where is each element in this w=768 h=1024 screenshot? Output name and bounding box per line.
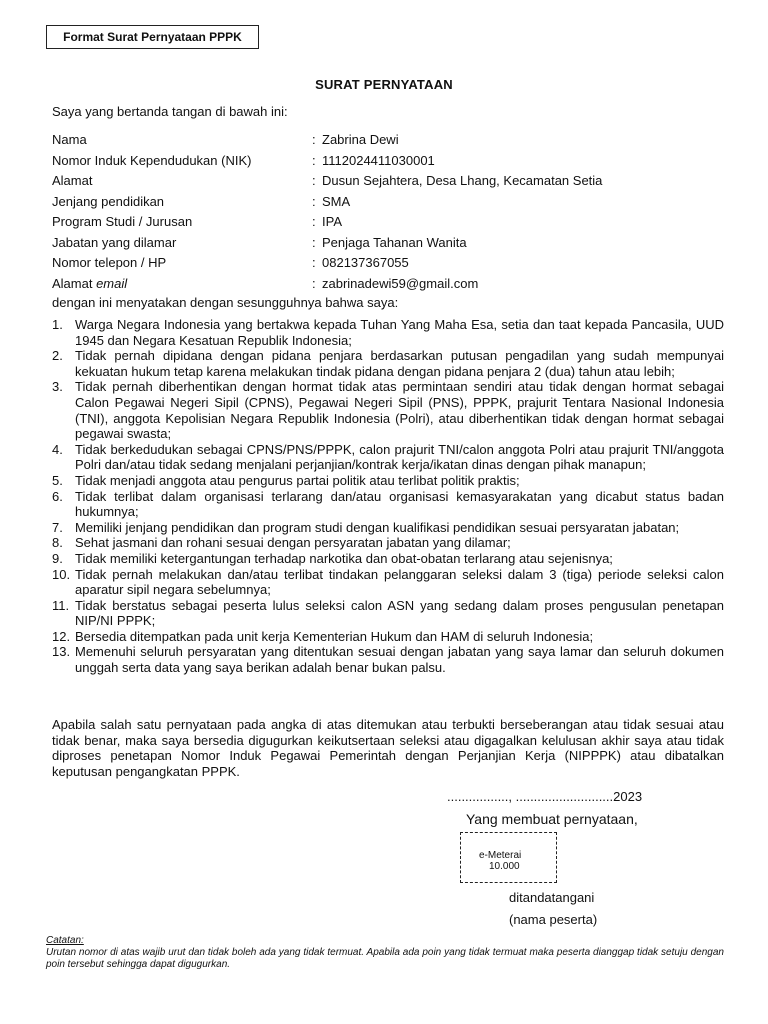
list-item [52, 629, 724, 645]
field-row-education [52, 194, 732, 215]
item-number: 8. [52, 535, 63, 551]
item-number: 10. [52, 566, 71, 582]
field-label: Jabatan yang dilamar [52, 234, 177, 250]
field-row-phone [52, 255, 732, 276]
field-value: 082137367055 [322, 255, 409, 270]
signer-label: Yang membuat pernyataan, [466, 811, 638, 827]
signed-label: ditandatangani [509, 890, 595, 905]
field-value: Dusun Sejahtera, Desa Lhang, Kecamatan Setia [322, 173, 603, 188]
field-separator: : [312, 193, 316, 209]
list-item [52, 348, 724, 379]
item-number: 11. [52, 597, 70, 613]
item-number: 6. [52, 488, 63, 504]
item-text: Tidak pernah diberhentikan dengan hormat tidak atas permintaan sendiri atau tidak dengan hormat sebagai Calon Pegawai Negeri Sipil (CPNS), Pegawai Negeri Sipil (PNS), PPPK, prajurit Tentara Nasional Indonesia (TNI), anggota Kepolisian Negara Republik Indonesia (Polri), atau diberhentikan tidak dengan hormat sebagai pegawai swasta; [75, 379, 724, 442]
field-row-position [52, 235, 732, 256]
item-number: 9. [52, 550, 63, 566]
field-label: Program Studi / Jurusan [52, 214, 193, 229]
field-label: Alamat [52, 173, 93, 188]
document-title: SURAT PERNYATAAN [315, 77, 453, 92]
format-label: Format Surat Pernyataan PPPK [63, 30, 242, 44]
field-value: SMA [322, 193, 351, 209]
list-item [52, 567, 724, 598]
place-date-line: ................., ...........................2023 [447, 789, 643, 804]
field-label: Jenjang pendidikan [52, 193, 165, 209]
field-row-email [52, 276, 732, 297]
item-number: 12. [52, 628, 71, 644]
field-row-address [52, 173, 732, 194]
field-row-nik [52, 153, 732, 174]
field-value: Zabrina Dewi [322, 132, 399, 147]
list-item [52, 520, 724, 536]
item-text: Warga Negara Indonesia yang bertakwa kepada Tuhan Yang Maha Esa, setia dan taat kepada Pancasila, UUD 1945 dan Negara Kesatuan Republik Indonesia; [75, 317, 724, 348]
item-number: 1. [52, 317, 63, 332]
closing-paragraph: Apabila salah satu pernyataan pada angka di atas ditemukan atau terbukti berseberangan atau tidak sesuai atau tidak benar, maka saya bersedia digugurkan keikutsertaan seleksi atau digagalkan kelulusan akhir saya atau tidak diproses penetapan Nomor Induk Pegawai Pemerintah dengan Perjanjian Kerja (NIPPPK) atau dibatalkan keputusan pengangkatan PPPK. [52, 717, 724, 780]
list-item [52, 551, 724, 567]
emeterai-value: 10.000 [489, 861, 520, 872]
field-row-major [52, 214, 732, 235]
field-label-prefix: Alamat [52, 275, 97, 291]
item-number: 4. [52, 441, 63, 457]
item-text: Bersedia ditempatkan pada unit kerja Kementerian Hukum dan HAM di seluruh Indonesia; [75, 628, 594, 644]
item-text: Tidak menjadi anggota atau pengurus partai politik atau terlibat politik praktis; [75, 472, 520, 488]
field-separator: : [312, 173, 316, 188]
list-item [52, 442, 724, 473]
note-title: Catatan: [46, 935, 84, 946]
field-value: IPA [322, 214, 342, 229]
item-text: Tidak pernah melakukan dan/atau terlibat tindakan pelanggaran seleksi dalam 3 (tiga) periode seleksi calon aparatur sipil negara sebelumnya; [75, 566, 724, 598]
intro-text: Saya yang bertanda tangan di bawah ini: [52, 104, 288, 119]
item-number: 2. [52, 348, 63, 364]
list-item [52, 317, 724, 348]
item-text: Memiliki jenjang pendidikan dan program studi dengan kualifikasi pendidikan sesuai persyaratan jabatan; [75, 519, 680, 535]
field-value: Penjaga Tahanan Wanita [322, 234, 467, 250]
list-item [52, 489, 724, 520]
field-separator: : [312, 214, 316, 229]
field-label: Nama [52, 132, 87, 147]
field-label-italic: email [96, 275, 128, 291]
field-label: Nomor telepon / HP [52, 255, 167, 270]
item-number: 7. [52, 519, 63, 535]
declaration-intro: dengan ini menyatakan dengan sesungguhnya bahwa saya: [52, 295, 399, 310]
item-text: Tidak pernah dipidana dengan pidana penjara berdasarkan putusan pengadilan yang sudah mempunyai kekuatan hukum tetap karena melakukan tindak pidana dengan pidana penjara 2 (dua) tahun atau lebih; [75, 348, 724, 379]
emeterai-label: e-Meterai [479, 850, 522, 861]
field-separator: : [312, 234, 316, 250]
field-separator: : [312, 152, 316, 168]
item-text: Sehat jasmani dan rohani sesuai dengan persyaratan jabatan yang dilamar; [75, 535, 511, 551]
item-text: Tidak berkedudukan sebagai CPNS/PNS/PPPK, calon prajurit TNI/calon anggota Polri atau prajurit TNI/anggota Polri dan/atau tidak sedang menjalani perjanjian/kontrak kerja/ikatan dinas dengan pihak manapun; [75, 441, 724, 473]
field-separator: : [312, 132, 316, 147]
field-value: zabrinadewi59@gmail.com [322, 275, 479, 291]
field-label [52, 276, 127, 292]
item-text: Tidak memiliki ketergantungan terhadap narkotika dan obat-obatan terlarang atau sejenisnya; [75, 550, 613, 566]
item-text: Tidak berstatus sebagai peserta lulus seleksi calon ASN yang sedang dalam proses pengusulan penetapan NIP/NI PPPK; [75, 597, 724, 629]
participant-name-placeholder: (nama peserta) [509, 912, 598, 927]
list-item [52, 598, 724, 629]
field-value: 1112024411030001 [322, 152, 435, 168]
list-item [52, 644, 724, 675]
item-text: Tidak terlibat dalam organisasi terlarang dan/atau organisasi kemasyarakatan yang dicabut status badan hukumnya; [75, 488, 724, 520]
list-item [52, 535, 724, 551]
list-item [52, 379, 724, 441]
item-text: Memenuhi seluruh persyaratan yang ditentukan sesuai dengan jabatan yang saya lamar dan seluruh dokumen unggah serta data yang saya berikan adalah benar bukan palsu. [75, 644, 724, 676]
field-separator: : [312, 255, 316, 270]
identity-fields [52, 132, 732, 296]
field-label: Nomor Induk Kependudukan (NIK) [52, 152, 252, 168]
statement-list [52, 317, 724, 676]
field-separator: : [312, 275, 316, 291]
note-text: Urutan nomor di atas wajib urut dan tidak boleh ada yang tidak termuat. Apabila ada poin yang tidak termuat maka peserta dianggap tidak setuju dengan poin tersebut sehingga dapat digugurkan. [46, 947, 724, 970]
list-item [52, 473, 724, 489]
item-number: 5. [52, 472, 63, 488]
item-number: 3. [52, 379, 63, 395]
item-number: 13. [52, 644, 71, 660]
format-label-box [46, 25, 259, 49]
field-row-name [52, 132, 732, 153]
emeterai-stamp-box [460, 832, 557, 883]
